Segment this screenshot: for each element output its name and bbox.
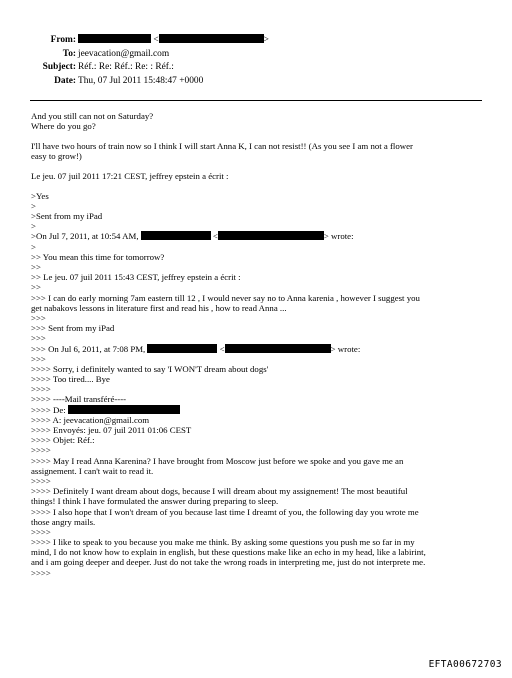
header-divider bbox=[30, 100, 482, 101]
body-line: >>>> Sorry, i definitely wanted to say 'I WON'T dream about dogs' bbox=[31, 363, 269, 374]
date-value: Thu, 07 Jul 2011 15:48:47 +0000 bbox=[78, 76, 204, 86]
body-line: >>>> Objet: Réf.: bbox=[31, 435, 95, 446]
body-line: >Sent from my iPad bbox=[31, 211, 103, 222]
body-line: >>>> Definitely I want dream about dogs, because I will dream about my assignement! The most beautiful bbox=[31, 486, 408, 497]
from-label: From: bbox=[50, 35, 76, 45]
body-line: >> bbox=[31, 262, 41, 273]
body-line: >>>> bbox=[31, 475, 51, 486]
body-line: >> You mean this time for tomorrow? bbox=[31, 251, 165, 262]
redaction-block bbox=[68, 405, 180, 414]
redaction-block bbox=[147, 344, 217, 353]
from-value: < > bbox=[78, 33, 269, 47]
to-value: jeevacation@gmail.com bbox=[78, 49, 170, 59]
body-line: >> bbox=[31, 282, 41, 293]
body-line: >>>> ----Mail transféré---- bbox=[31, 394, 127, 405]
body-line: >>> bbox=[31, 312, 46, 323]
body-line: >>> bbox=[31, 333, 46, 344]
body-line: those angry mails. bbox=[31, 516, 96, 527]
body-line: Le jeu. 07 juil 2011 17:21 CEST, jeffrey epstein a écrit : bbox=[31, 170, 229, 181]
body-line: assignement. I can't wait to read it. bbox=[31, 465, 154, 476]
message-body bbox=[31, 111, 483, 578]
body-line: >> Le jeu. 07 juil 2011 15:43 CEST, jeffrey epstein a écrit : bbox=[31, 272, 241, 283]
redaction-block bbox=[141, 231, 211, 240]
body-line: >>> bbox=[31, 353, 46, 364]
body-line: mind, I do not know how to explain in english, but these questions make like an echo in my head, like a labirint, bbox=[31, 547, 426, 558]
redaction-block bbox=[159, 34, 264, 43]
body-line: >>>> Envoyés: jeu. 07 juil 2011 01:06 CEST bbox=[31, 425, 192, 436]
body-line: >>>> I also hope that I won't dream of you because last time I dreamt of you, the following day you wrote me bbox=[31, 506, 419, 517]
body-line: And you still can not on Saturday? bbox=[31, 111, 154, 121]
redaction-block bbox=[78, 34, 151, 43]
redaction-block bbox=[218, 231, 324, 240]
body-line: >On Jul 7, 2011, at 10:54 AM, < > wrote: bbox=[31, 231, 354, 242]
to-label: To: bbox=[62, 49, 76, 59]
body-line: > bbox=[31, 200, 36, 211]
subject-label: Subject: bbox=[42, 62, 76, 72]
body-line: >>>> De: bbox=[31, 405, 483, 415]
body-line: > bbox=[31, 221, 36, 232]
body-line: >>> On Jul 6, 2011, at 7:08 PM, < > wrote: bbox=[31, 343, 361, 354]
body-line: easy to grow!) bbox=[31, 151, 82, 162]
body-line: >>>> bbox=[31, 567, 51, 578]
body-line: I'll have two hours of train now so I think I will start Anna K, I can not resist!! (As you see I am not a flower bbox=[31, 140, 413, 151]
body-line: and i am going deeper and deeper. Just do not take the wrong roads in interpreting me, just do not interprete me. bbox=[31, 557, 426, 568]
body-line: >Yes bbox=[31, 190, 49, 201]
body-line: get nabakovs lessons in literature first and read his , how to read Anna ... bbox=[31, 302, 287, 313]
redaction-block bbox=[225, 344, 331, 353]
body-line: >>> I can do early morning 7am eastern till 12 , I would never say no to Anna karenia , however I suggest you bbox=[31, 292, 420, 303]
body-line: > bbox=[31, 241, 36, 252]
date-label: Date: bbox=[54, 76, 76, 86]
body-line: >>>> May I read Anna Karenina? I have brought from Moscow just before we spoke and you gave me an bbox=[31, 455, 404, 466]
body-line: >>>> bbox=[31, 384, 51, 395]
subject-value: Réf.: Re: Réf.: Re: : Réf.: bbox=[78, 62, 174, 72]
body-line: >>>> bbox=[31, 526, 51, 537]
body-line: >>> Sent from my iPad bbox=[31, 323, 115, 334]
body-line: things! I think I have formulated the answer during preparing to sleep. bbox=[31, 496, 279, 507]
document-id: EFTA00672703 bbox=[428, 659, 502, 670]
body-line: >>>> A: jeevacation@gmail.com bbox=[31, 414, 150, 425]
body-line: >>>> bbox=[31, 445, 51, 456]
body-line: >>>> I like to speak to you because you make me think. By asking some questions you push me so far in my bbox=[31, 537, 415, 548]
body-line: Where do you go? bbox=[31, 121, 96, 132]
body-line: >>>> Too tired.... Bye bbox=[31, 374, 110, 385]
